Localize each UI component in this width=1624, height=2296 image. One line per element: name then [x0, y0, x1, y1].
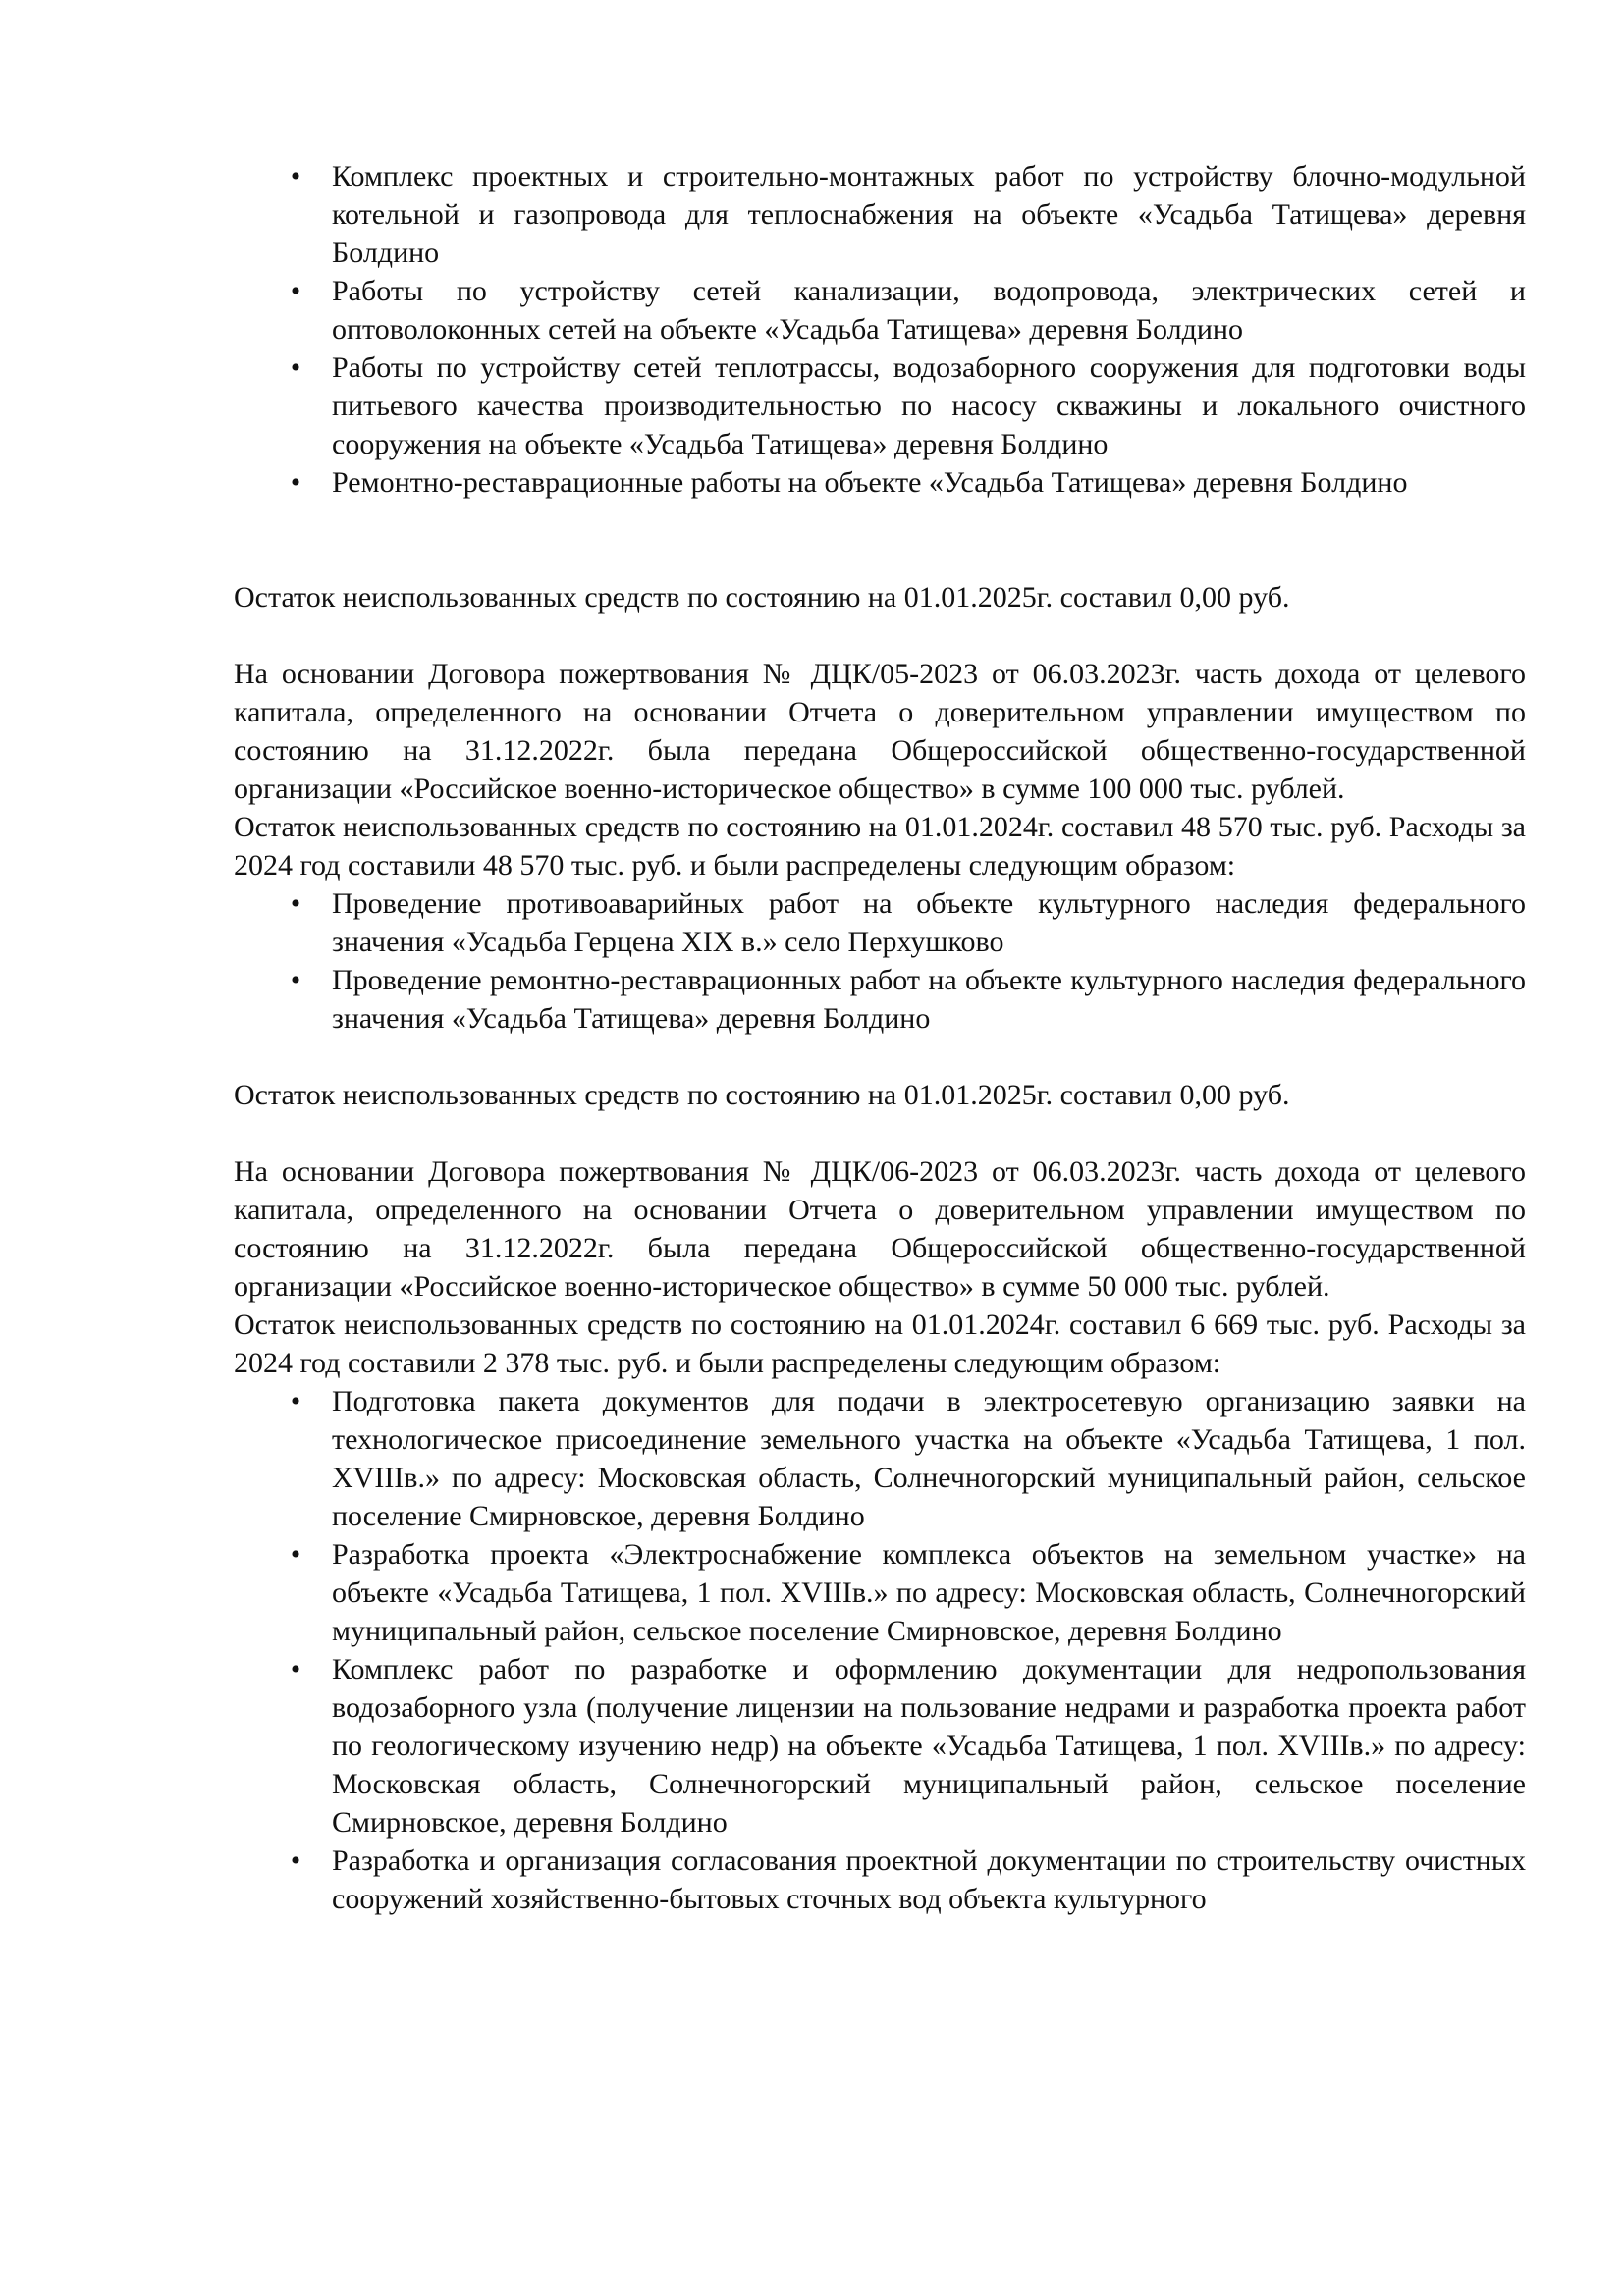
bullet-marker: •: [290, 1385, 301, 1417]
bullet-marker: •: [290, 160, 301, 192]
list-item-text: Разработка проекта «Электроснабжение комплекса объектов на земельном участке» на объекте «Усадьба Татищева, 1 пол. XVIIIв.» по адресу: Московская область, Солнечногорский муниципальный район, сельское поселение Смирновское, деревня Болдино: [332, 1538, 1526, 1647]
bullet-marker: •: [290, 1653, 301, 1685]
list-item-text: Комплекс проектных и строительно-монтажных работ по устройству блочно-модульной котельной и газопровода для теплоснабжения на объекте «Усадьба Татищева» деревня Болдино: [332, 160, 1526, 269]
remainder-paragraph-2025-b: Остаток неиспользованных средств по состоянию на 01.01.2025г. составил 0,00 руб.: [234, 1079, 1290, 1111]
bullet-marker: •: [290, 1844, 301, 1877]
donation-agreement-06-paragraph: На основании Договора пожертвования № ДЦК/06-2023 от 06.03.2023г. часть дохода от целевого капитала, определенного на основании Отчета о доверительном управлении имуществом по состоянию на 31.12.2022г. была передана Общероссийской общественно-государственной организации «Российское военно-историческое общество» в сумме 50 000 тыс. рублей.: [234, 1155, 1526, 1303]
list-item: [234, 961, 1526, 1038]
bullet-marker: •: [290, 351, 301, 384]
bullet-marker: •: [290, 1538, 301, 1571]
remainder-paragraph-2025-a: Остаток неиспользованных средств по состоянию на 01.01.2025г. составил 0,00 руб.: [234, 581, 1290, 614]
list-item-text: Проведение противоаварийных работ на объекте культурного наследия федерального значения «Усадьба Герцена XIX в.» село Перхушково: [332, 887, 1526, 958]
list-item: [234, 1650, 1526, 1842]
bullet-marker: •: [290, 275, 301, 307]
list-item: [234, 1535, 1526, 1650]
list-item-text: Подготовка пакета документов для подачи в электросетевую организацию заявки на технологическое присоединение земельного участка на объекте «Усадьба Татищева, 1 пол. XVIIIв.» по адресу: Московская область, Солнечногорский муниципальный район, сельское поселение Смирновское, деревня Болдино: [332, 1385, 1526, 1532]
list-item: [234, 157, 1526, 272]
spacer: [234, 1038, 1526, 1076]
page-content: [234, 157, 1526, 1918]
spacer: [234, 1114, 1526, 1152]
list-item: [234, 1842, 1526, 1918]
works-list-06: [234, 1382, 1526, 1918]
works-list-05: [234, 884, 1526, 1038]
donation-agreement-05-paragraph: На основании Договора пожертвования № ДЦК/05-2023 от 06.03.2023г. часть дохода от целевого капитала, определенного на основании Отчета о доверительном управлении имуществом по состоянию на 31.12.2022г. была передана Общероссийской общественно-государственной организации «Российское военно-историческое общество» в сумме 100 000 тыс. рублей.: [234, 658, 1526, 805]
list-item: [234, 463, 1526, 502]
bullet-marker: •: [290, 887, 301, 920]
balance-paragraph-06: Остаток неиспользованных средств по состоянию на 01.01.2024г. составил 6 669 тыс. руб. Расходы за 2024 год составили 2 378 тыс. руб. и были распределены следующим образом:: [234, 1308, 1526, 1379]
list-item: [234, 348, 1526, 463]
bullet-marker: •: [290, 964, 301, 996]
works-list-boldino: [234, 157, 1526, 502]
list-item-text: Ремонтно-реставрационные работы на объекте «Усадьба Татищева» деревня Болдино: [332, 466, 1408, 499]
balance-paragraph-05: Остаток неиспользованных средств по состоянию на 01.01.2024г. составил 48 570 тыс. руб. Расходы за 2024 год составили 48 570 тыс. руб. и были распределены следующим образом:: [234, 811, 1526, 881]
list-item: [234, 272, 1526, 348]
spacer: [234, 616, 1526, 655]
list-item: [234, 1382, 1526, 1535]
list-item-text: Работы по устройству сетей теплотрассы, водозаборного сооружения для подготовки воды питьевого качества производительностью по насосу скважины и локального очистного сооружения на объекте «Усадьба Татищева» деревня Болдино: [332, 351, 1526, 460]
list-item-text: Проведение ремонтно-реставрационных работ на объекте культурного наследия федерального значения «Усадьба Татищева» деревня Болдино: [332, 964, 1526, 1035]
list-item-text: Работы по устройству сетей канализации, водопровода, электрических сетей и оптоволоконных сетей на объекте «Усадьба Татищева» деревня Болдино: [332, 275, 1526, 346]
list-item: [234, 884, 1526, 961]
bullet-marker: •: [290, 466, 301, 499]
list-item-text: Разработка и организация согласования проектной документации по строительству очистных сооружений хозяйственно-бытовых сточных вод объекта культурного: [332, 1844, 1526, 1915]
spacer: [234, 502, 1526, 578]
list-item-text: Комплекс работ по разработке и оформлению документации для недропользования водозаборного узла (получение лицензии на пользование недрами и разработка проекта работ по геологическому изучению недр) на объекте «Усадьба Татищева, 1 пол. XVIIIв.» по адресу: Московская область, Солнечногорский муниципальный район, сельское поселение Смирновское, деревня Болдино: [332, 1653, 1526, 1839]
